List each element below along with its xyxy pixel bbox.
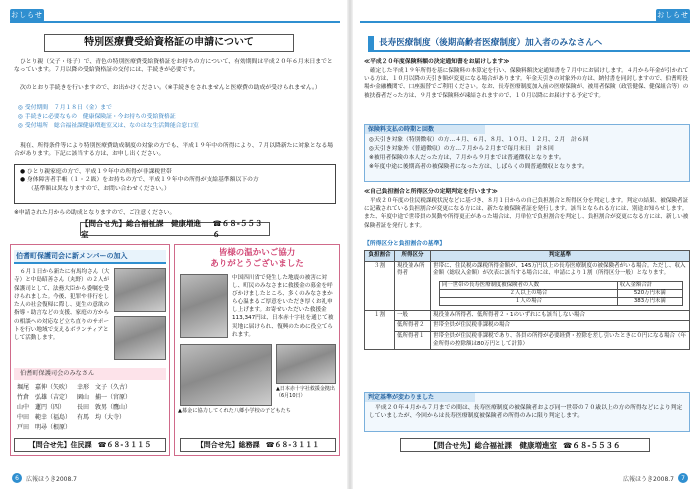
- list-item: 山中 蓮円（四） 長田 敦男（鷹山）: [17, 404, 132, 411]
- contact-residents: [14, 438, 166, 452]
- intro-paragraph-2: 次のとおり手続きを行いますので、お出かけください。（※手続きをされませんと医療費の助成が受けられません。）: [20, 85, 321, 91]
- right-page: [350, 0, 700, 489]
- reg-items-bullet: ◎: [18, 114, 25, 120]
- guardian-photo: [114, 268, 166, 312]
- schedule-note-1: ※被用者保険の本人だった方は、７月から９月までは普通徴収となります。: [369, 155, 565, 161]
- page-footer: [623, 473, 688, 483]
- schedule-line-1: ◎天引き対象（特別徴収）の方…４月、６月、８月、１０月、１２月、２月 計６回: [369, 137, 589, 143]
- col-ratio: 負担割合: [365, 251, 395, 262]
- footer-text: 広報ほうき2008.7: [623, 475, 674, 483]
- eligibility-line-1: ひとり親家庭の方で、平成１９年中の所得が非課税世帯: [26, 169, 172, 175]
- ratio-table: [364, 250, 690, 350]
- table-title: 【所得区分と負担割合の基準】: [364, 241, 446, 247]
- contact-label: 【問合せ先】総合福祉課 健康増進室: [429, 440, 558, 450]
- reg-date-bullet: ◎: [18, 105, 25, 111]
- eligibility-line-3: （基準額は異なりますので、お問い合わせください。）: [28, 185, 170, 192]
- guardian-group-label: 伯耆町保護司会のみなさん: [14, 368, 166, 380]
- col-criteria: 判定基準: [431, 251, 690, 262]
- row3-criteria: 世帯に、住民税の課税所得金額が、145万円以上の長寿医療制度の被保険者がいる場合。ただし、収入金額（総収入金額）が次表に該当する場合には、申請により１割（所得区分一般）となります。: [433, 262, 686, 277]
- article-title: 長寿医療制度（後期高齢者医療制度）加入者のみなさんへ: [368, 36, 690, 52]
- children-photo-caption: ▲募金に協力してくれた八郷小学校の子どもたち: [178, 408, 291, 414]
- intro-paragraph: ひとり親（父子・母子）で、青色の特別医療費受給資格証をお持ちの方について、有効期間は平成２０年６月末日までとなっています。７月以降の受給資格証の交付には、手続きが必要です。: [14, 59, 333, 74]
- redcross-photo-caption: ▲日本赤十字社救援金拠出（6月10日）: [276, 386, 335, 399]
- contact-phone: ☎６８-３１１５: [97, 441, 152, 449]
- criteria-change-heading: 判定基準が変わりました: [365, 393, 475, 402]
- notice-tab: おしらせ: [656, 9, 690, 22]
- application-note: ※申請された月からの助成となりますので、ご注意ください。: [14, 210, 176, 216]
- contact-welfare: [80, 219, 270, 239]
- eligibility-paragraph: 現在、所得条件等により特別医療費助成制度の対象の方でも、平成１９年中の所得により、７月以降新たに対象となる場合があります。下記に該当する方は、お申し出ください。: [14, 143, 334, 158]
- redcross-photo: [276, 344, 336, 384]
- premium-body: 確定した平成１９年所得を基に保険料の本算定を行い、保険料額決定通知書を７月中にお届けします。４月から年金が引かれている方は、１０月以降の天引き額が変更になる場合があります。年金天引きの対象外の方は、納付書を同封しますので、伯耆町役場か金融機関で、口座振替でご利用ください。なお、長寿医療制度加入前の医療保険が、被用者保険（政管健保、健保組合等）の被扶養者だった方は、９月まで保険料が凍結されますので、１０月以降にお届けする予定です。: [364, 68, 689, 99]
- guardian-photo-2: [114, 316, 166, 360]
- criteria-change-body: 平成２０年４月から７月までの間は、長寿医療制度の被保険者および同一世帯の７０歳以上の方の所得などにより判定していましたが、今回からは長寿医療制度被保険者の所得のみに限り判定します。: [369, 405, 683, 420]
- guardian-title: 伯耆町保護司会に新メンバーの加入: [14, 250, 166, 264]
- income-subtable: 同一世帯の長寿医療制度被保険者の人数 収入金額合計 ２人以上の場合 520万円未満 １人の場合 383万円未満: [439, 281, 683, 306]
- col-category: 所得区分: [395, 251, 431, 262]
- contact-label: 【問合せ先】総合福祉課 健康増進室: [81, 219, 201, 239]
- schedule-note-2: ※年度中途に後期高者の被保険者になった方は、しばらくの間普通徴収となります。: [369, 164, 588, 170]
- list-item: 戸田 明尋（根原）: [17, 424, 72, 431]
- contact-general-affairs: [180, 438, 336, 452]
- thanks-title-1: 皆様の温かいご協力: [218, 248, 296, 258]
- eligibility-line-2: 身体障害者手帳（１・２級）をお持ちの方で、平成１９年中の所得が支給基準額以下の方: [26, 177, 259, 184]
- contact-phone: ☎６８-５５３６: [212, 219, 263, 239]
- table-row: 低所得者１ 世帯全員が住民税非課税であり、各員の所得が必要経費・控除を差し引いたときに０円になる場合（年金所得の控除額は80万円として計算）: [365, 331, 690, 349]
- donation-photo: [180, 274, 228, 338]
- page-number: 7: [678, 473, 688, 483]
- article-title: 特別医療費受給資格証の申請について: [44, 34, 294, 52]
- header-rule: [10, 21, 340, 23]
- registration-place: 受付場所 総合福祉課健康増進室又は、なのはな生活舞能合窓口室: [24, 123, 199, 129]
- contact-welfare: [400, 438, 650, 452]
- table-row: ３割 現役並み所得者 世帯に、住民税の課税所得金額が、145万円以上の長寿医療制度の被保険者がいる場合。ただし、収入金額（総収入金額）が次表に該当する場合には、申請により１割（所得区分一般）となります。 同一世帯の長寿医療制度被保険者の人数 収入金額合計 ２人以上の場合 520万円未満 １人の場合 383万円未満: [365, 261, 690, 310]
- contact-label: 【問合せ先】住民課: [28, 441, 92, 449]
- criteria-change-box: [364, 392, 690, 432]
- schedule-line-2: ◎天引き対象外（普通徴収）の方…７月から２月まで毎月末日 計８回: [369, 146, 554, 152]
- contact-phone: ☎６８-３１１１: [265, 441, 320, 449]
- payment-schedule-heading: 保険料支払の時期と回数: [365, 125, 485, 134]
- ratio-body: 平成２０年度の住民税課税状況などに基づき、８月１日からの自己負担割合と所得区分を判定します。判定の結果、被保険者証に記載されている負担割合が変更になる方には、新たな被保険者証を発行します。該当となられる方には、別途お知らせします。また、年度中途で世帯員の異動や所得更正があった場合は、月単位で負担割合を判定し、負担割合が変更になる方には、新しい被保険者証を発行します。: [364, 198, 689, 229]
- thanks-body: 中国四川省で発生した地震の被害に対し、町民のみなさまに救援金の募金を呼びかけましたところ、多くのみなさまから心温まるご厚意をいただき厚くお礼申し上げます。お寄せいただいた救援金113,347円は、日本赤十字社を通じて被災地に届けられ、復興のために役立てられます。: [232, 275, 334, 338]
- header-rule: [360, 21, 690, 23]
- list-item: 竹倉 弘雄（吉定） 園山 捕一（宮原）: [17, 394, 132, 401]
- list-item: 堀尾 嘉伸（矢吹） 幸形 文子（久古）: [17, 384, 132, 391]
- table-row: 低所得者２ 世帯全員が住民税非課税の場合: [365, 321, 690, 332]
- page-footer: [12, 473, 77, 483]
- eligibility-box: ● ひとり親家庭の方で、平成１９年中の所得が非課税世帯 ● 身体障害者手帳（１・２級）をお持ちの方で、平成１９年中の所得が支給基準額以下の方 （基準額は異なりますので、お問い合わせください。）: [14, 164, 336, 204]
- registration-period: 受付期間 ７月１８日（金）まで: [24, 105, 112, 111]
- thanks-title-2: ありがとうございました: [210, 259, 304, 269]
- footer-text: 広報ほうき2008.7: [26, 475, 77, 483]
- table-row: １割 一般 現役並み所得者、低所得者２・1のいずれにも該当しない場合: [365, 310, 690, 321]
- notice-tab: おしらせ: [10, 9, 44, 22]
- section-heading-ratio: ≪自己負担割合と所得区分の定期判定を行います≫: [364, 189, 498, 195]
- contact-label: 【問合せ先】総務課: [196, 441, 260, 449]
- contact-phone: ☎６８-５５３６: [563, 440, 621, 450]
- page-number: 6: [12, 473, 22, 483]
- guardian-name-list: [14, 383, 134, 433]
- section-heading-premium: ≪平成２０年度保険料額の決定通知書をお届けします≫: [364, 59, 510, 65]
- children-photo: [180, 344, 272, 406]
- required-items: 手続きに必要なもの 健康保険証・今お持ちの受給資格証: [24, 114, 176, 120]
- list-item: 中田 範幸（福島） 有馬 均（大寺）: [17, 414, 126, 421]
- reg-place-bullet: ◎: [18, 123, 25, 129]
- payment-schedule-box: [364, 124, 690, 182]
- guardian-body: ６月１日から新たに有馬均さん（大寺）と中島昭善さん（丸野）の２人が保護司として、法務大臣から委嘱を受けられました。今後、犯罪や非行をした人の社会復帰に際し、更生の意欲の指導・助言などの支援、家庭の方からの相談への対応など立ち直りのサポートを行い地域で支えるボランティアとして活動します。: [14, 269, 110, 342]
- table-header-row: [365, 251, 690, 262]
